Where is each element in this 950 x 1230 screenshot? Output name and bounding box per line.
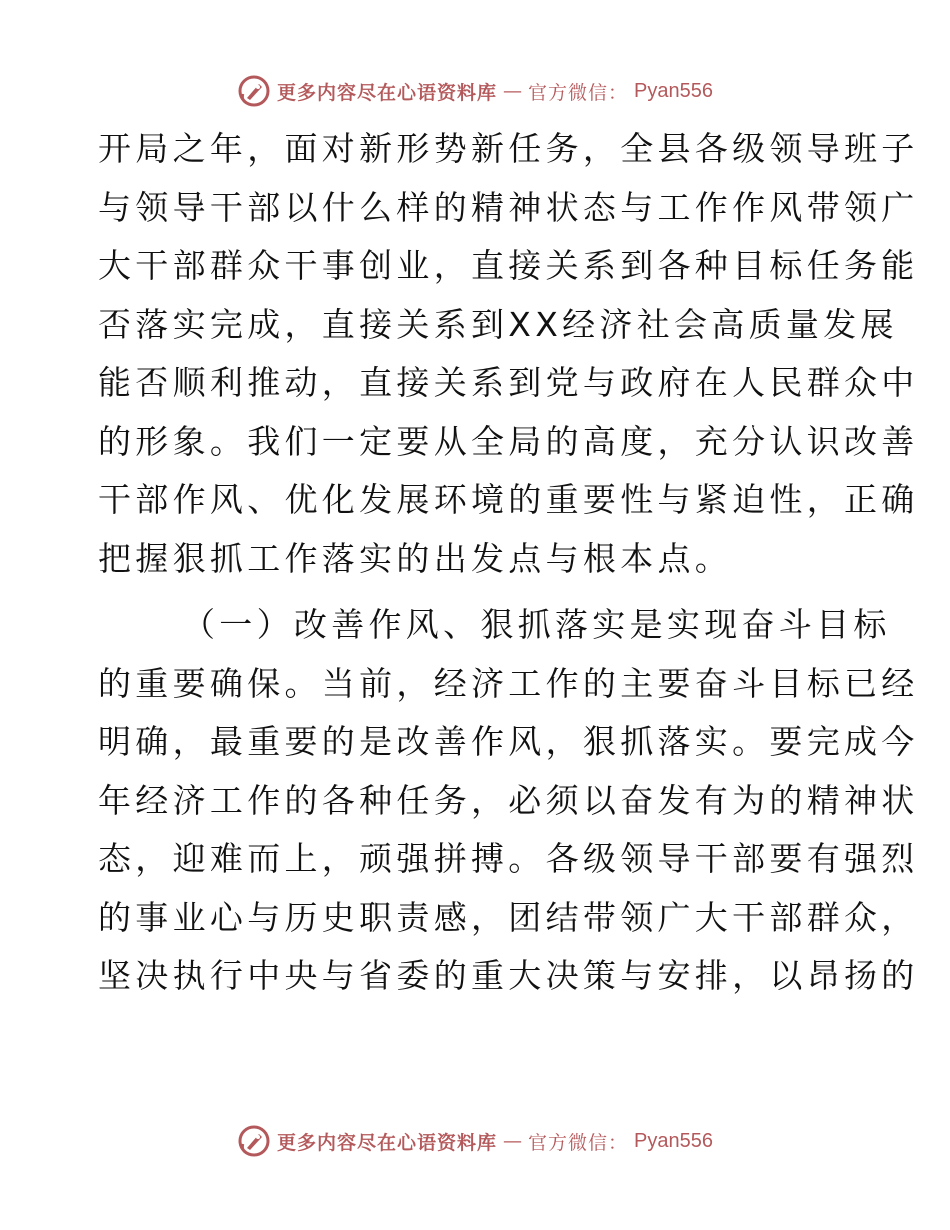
text-line: 的事业心与历史职责感，团结带领广大干部群众， xyxy=(98,897,919,937)
paragraph-2 xyxy=(98,596,919,1006)
text-line: 开局之年，面对新形势新任务，全县各级领导班子 xyxy=(98,129,919,168)
text-line: 态，迎难而上，顽强拼搏。各级领导干部要有强烈 xyxy=(98,839,919,878)
text-line: 的重要确保。当前，经济工作的主要奋斗目标已经 xyxy=(98,663,919,703)
text-line: 能否顺利推动，直接关系到党与政府在人民群众中 xyxy=(98,363,919,402)
pen-nib-logo-icon xyxy=(237,1124,271,1158)
paragraph-spacer xyxy=(98,588,858,596)
text-line: 年经济工作的各种任务，必须以奋发有为的精神状 xyxy=(98,780,919,820)
text-line: 否落实完成，直接关系到XX经济社会高质量发展 xyxy=(98,304,898,344)
text-line: 干部作风、优化发展环境的重要性与紧迫性，正确 xyxy=(98,480,919,519)
text-line: 大干部群众干事创业，直接关系到各种目标任务能 xyxy=(98,246,919,285)
document-body xyxy=(98,120,919,1006)
header-contact-id: Pyan556 xyxy=(634,79,713,102)
header-contact-label: 官方微信： xyxy=(528,81,629,104)
text-line: 明确，最重要的是改善作风，狠抓落实。要完成今 xyxy=(98,722,919,761)
text-line: 的形象。我们一定要从全局的高度，充分认识改善 xyxy=(98,421,919,461)
paragraph-1 xyxy=(98,120,919,588)
footer-watermark xyxy=(0,1121,950,1161)
header-separator: — xyxy=(503,80,523,102)
text-line: 坚决执行中央与省委的重大决策与安排，以昂扬的 xyxy=(98,956,919,995)
footer-contact-id: Pyan556 xyxy=(634,1129,713,1152)
footer-separator: — xyxy=(503,1130,523,1152)
footer-brand-text: 更多内容尽在心语资料库 xyxy=(277,1131,498,1154)
text-line: 与领导干部以什么样的精神状态与工作作风带领广 xyxy=(98,187,919,227)
header-watermark xyxy=(0,71,950,111)
pen-nib-logo-icon xyxy=(237,74,271,108)
section-heading-line: （一）改善作风、狠抓落实是实现奋斗目标 xyxy=(182,605,891,644)
text-line: 把握狠抓工作落实的出发点与根本点。 xyxy=(98,538,733,578)
header-brand-text: 更多内容尽在心语资料库 xyxy=(277,81,498,104)
footer-contact-label: 官方微信： xyxy=(528,1131,629,1154)
